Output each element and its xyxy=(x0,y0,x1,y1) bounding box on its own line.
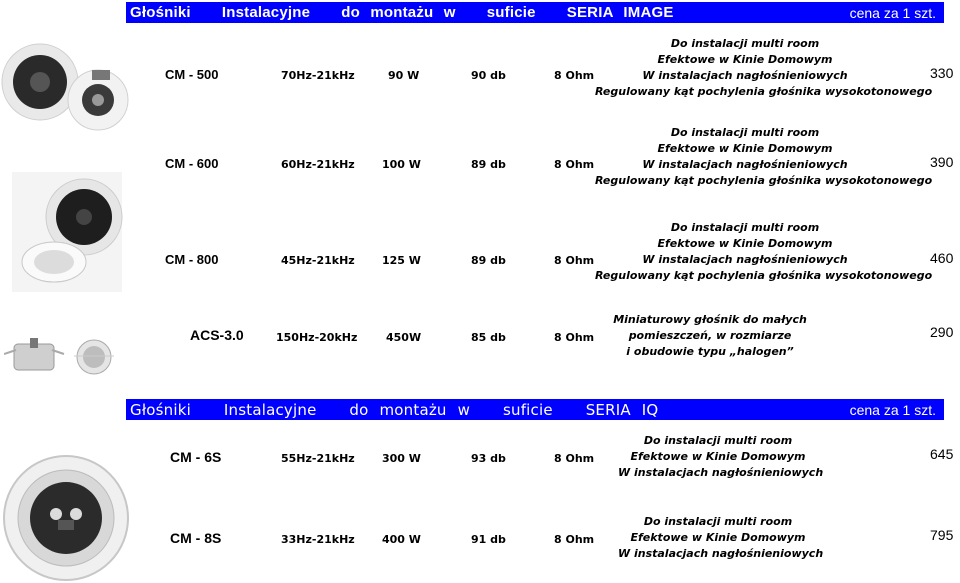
feature-list xyxy=(595,220,933,284)
sensitivity: 85 db xyxy=(471,331,506,344)
feature-list xyxy=(610,312,810,360)
speaker-image-cm600-cm800 xyxy=(12,172,127,292)
feature-item: W instalacjach nagłośnieniowych xyxy=(618,547,824,560)
power: 400 W xyxy=(382,533,421,546)
section-title: Głośniki Instalacyjne do montażu w suficie SERIA IMAGE xyxy=(130,4,674,21)
model-name: ACS-3.0 xyxy=(190,327,244,343)
impedance: 8 Ohm xyxy=(554,254,595,267)
power: 450W xyxy=(386,331,422,344)
feature-list xyxy=(595,125,933,189)
feature-list xyxy=(618,514,824,562)
price-value: 645 xyxy=(930,446,954,462)
price-value: 330 xyxy=(930,65,954,81)
frequency: 150Hz-20kHz xyxy=(276,331,358,344)
price-value: 290 xyxy=(930,324,954,340)
feature-item: Regulowany kąt pochylenia głośnika wysokotonowego xyxy=(595,269,933,282)
sensitivity: 93 db xyxy=(471,452,506,465)
power: 125 W xyxy=(382,254,421,267)
impedance: 8 Ohm xyxy=(554,533,595,546)
feature-item: W instalacjach nagłośnieniowych xyxy=(642,253,848,266)
frequency: 55Hz-21kHz xyxy=(281,452,355,465)
feature-item: Regulowany kąt pochylenia głośnika wysokotonowego xyxy=(595,174,933,187)
feature-item: W instalacjach nagłośnieniowych xyxy=(642,158,848,171)
power: 100 W xyxy=(382,158,421,171)
price-value: 390 xyxy=(930,154,954,170)
feature-item: Efektowe w Kinie Domowym xyxy=(630,450,806,463)
model-name: CM - 500 xyxy=(165,67,219,82)
feature-item: Do instalacji multi room xyxy=(670,221,820,234)
feature-item: Miniaturowy głośnik do małych xyxy=(613,313,807,326)
feature-item: Regulowany kąt pochylenia głośnika wysokotonowego xyxy=(595,85,933,98)
feature-item: i obudowie typu „halogen” xyxy=(626,345,794,358)
sensitivity: 89 db xyxy=(471,254,506,267)
power: 90 W xyxy=(388,69,420,82)
frequency: 70Hz-21kHz xyxy=(281,69,355,82)
frequency: 45Hz-21kHz xyxy=(281,254,355,267)
impedance: 8 Ohm xyxy=(554,158,595,171)
section-title: Głośniki Instalacyjne do montażu w suficie SERIA IQ xyxy=(130,400,659,419)
impedance: 8 Ohm xyxy=(554,331,595,344)
speaker-image-cm500 xyxy=(0,32,130,132)
feature-item: Do instalacji multi room xyxy=(670,126,820,139)
price-column-label: cena za 1 szt. xyxy=(849,4,936,21)
speaker-image-iq xyxy=(2,452,130,582)
model-name: CM - 800 xyxy=(165,252,219,267)
sensitivity: 91 db xyxy=(471,533,506,546)
impedance: 8 Ohm xyxy=(554,69,595,82)
price-column-label: cena za 1 szt. xyxy=(849,401,936,418)
feature-item: Do instalacji multi room xyxy=(670,37,820,50)
price-value: 795 xyxy=(930,527,954,543)
feature-item: pomieszczeń, w rozmiarze xyxy=(628,329,792,342)
feature-item: Efektowe w Kinie Domowym xyxy=(657,142,833,155)
feature-list xyxy=(618,433,824,481)
feature-item: W instalacjach nagłośnieniowych xyxy=(618,466,824,479)
model-name: CM - 8S xyxy=(170,530,222,546)
sensitivity: 89 db xyxy=(471,158,506,171)
section-header-image xyxy=(126,2,944,23)
model-name: CM - 6S xyxy=(170,449,222,465)
frequency: 60Hz-21kHz xyxy=(281,158,355,171)
feature-list xyxy=(595,36,933,100)
feature-item: Do instalacji multi room xyxy=(643,515,793,528)
frequency: 33Hz-21kHz xyxy=(281,533,355,546)
feature-item: Efektowe w Kinie Domowym xyxy=(630,531,806,544)
speaker-image-acs30 xyxy=(4,332,132,382)
section-header-iq xyxy=(126,399,944,420)
feature-item: Do instalacji multi room xyxy=(643,434,793,447)
model-name: CM - 600 xyxy=(165,156,219,171)
price-value: 460 xyxy=(930,250,954,266)
impedance: 8 Ohm xyxy=(554,452,595,465)
feature-item: W instalacjach nagłośnieniowych xyxy=(642,69,848,82)
feature-item: Efektowe w Kinie Domowym xyxy=(657,53,833,66)
feature-item: Efektowe w Kinie Domowym xyxy=(657,237,833,250)
power: 300 W xyxy=(382,452,421,465)
sensitivity: 90 db xyxy=(471,69,506,82)
